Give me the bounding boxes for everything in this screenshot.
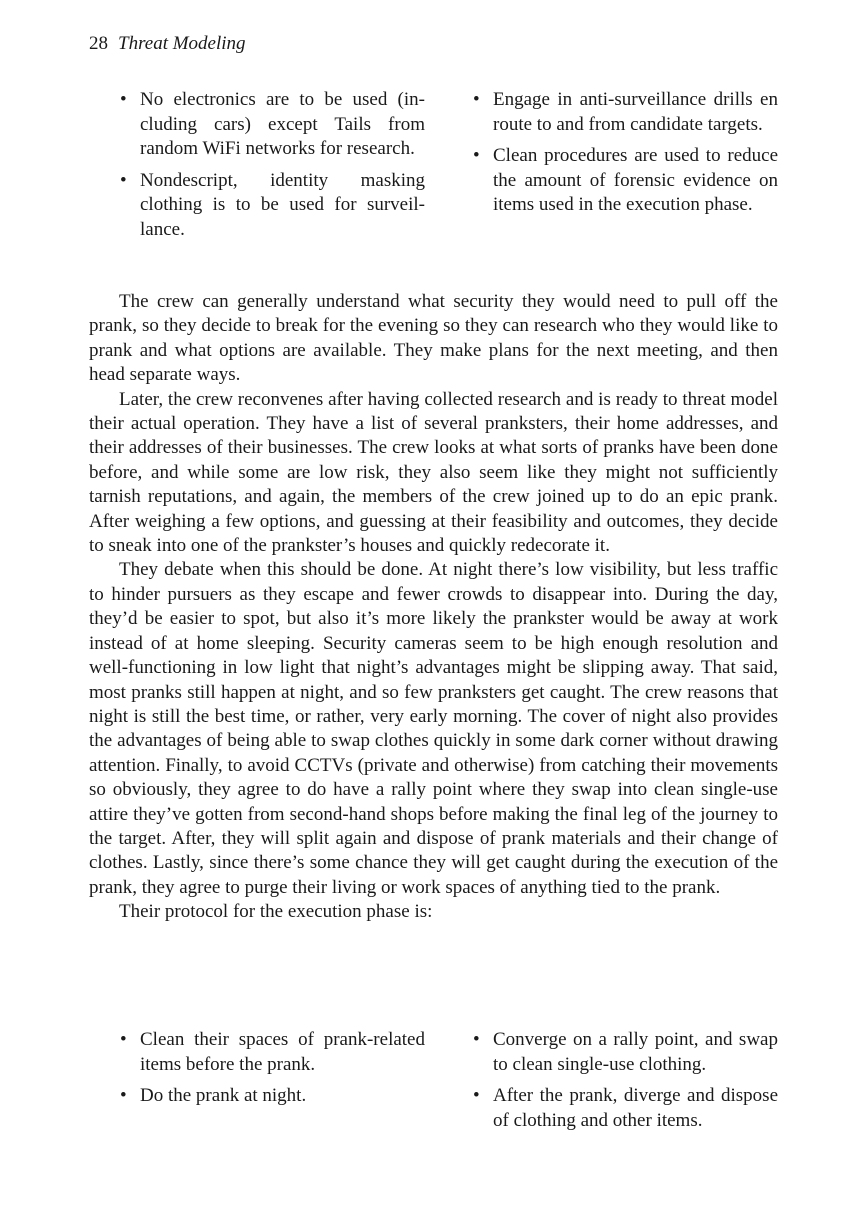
- list-item: • Do the prank at night.: [118, 1084, 425, 1109]
- list-item: • Nondescript, identity masking clothing is to be used for surveillance.: [118, 169, 425, 243]
- paragraph: They debate when this should be done. At night there’s low visibility, but less traffic to hinder pursuers as they escape and fewer crowds to disappear into. During the day, they’d be easier to spot, but also it’s more likely the prankster would be away at work instead of at home sleeping. Security cameras seem to be high enough resolution and well-functioning in low light that night’s advantages might be slipping away. That said, most pranks still happen at night, and so few pranksters get caught. The crew reasons that night is still the best time, or rather, very early morning. The cover of night also provides the advantages of being able to swap clothes quickly in some dark corner without drawing attention. Finally, to avoid CCTVs (private and otherwise) from catching their movements so obviously, they agree to do have a rally point where they swap into clean single-use attire they’ve gotten from second-hand shops before making the final leg of the journey to the target. After, they will split again and dispose of prank materials and their change of clothes. Lastly, since there’s some chance they will get caught during the execution of the prank, they agree to purge their living or work spaces of anything tied to the prank.: [89, 559, 778, 898]
- body-text: [89, 290, 778, 925]
- page-number: 28: [89, 33, 108, 54]
- chapter-title: Threat Modeling: [118, 33, 246, 54]
- paragraph: Their protocol for the execution phase is:: [119, 901, 433, 923]
- bullet-column-right: [471, 88, 778, 250]
- list-item: • Clean their spaces of prank-related items before the prank.: [118, 1028, 425, 1077]
- opsec-list-top: [118, 88, 778, 250]
- list-item: • Engage in anti-surveillance drills en route to and from candidate targets.: [471, 88, 778, 137]
- list-item: • Converge on a rally point, and swap to clean single-use clothing.: [471, 1028, 778, 1077]
- paragraph: The crew can generally understand what security they would need to pull off the prank, so they decide to break for the evening so they can research who they would like to prank and what options are available. They make plans for the next meeting, and then head separate ways.: [89, 291, 778, 386]
- bullet-column-left: [118, 1028, 425, 1140]
- running-head: [89, 31, 246, 57]
- paragraph: Later, the crew reconvenes after having collected research and is ready to threat model their actual operation. They have a list of several pranksters, their home addresses, and their addresses of their businesses. The crew looks at what sorts of pranks have been done before, and while some are low risk, they also seem like they might not sufficiently tarnish reputations, and again, the members of the crew joined up to do an epic prank. After weighing a few options, and guessing at their feasibility and outcomes, they decide to sneak into one of the prankster’s houses and quickly redecorate it.: [89, 388, 778, 557]
- list-item: • No electronics are to be used (including cars) except Tails from random WiFi networks for research.: [118, 88, 425, 162]
- list-item: • After the prank, diverge and dispose of clothing and other items.: [471, 1084, 778, 1133]
- list-item: • Clean procedures are used to reduce the amount of forensic evidence on items used in the execution phase.: [471, 144, 778, 218]
- bullet-column-right: [471, 1028, 778, 1140]
- execution-protocol-list: [118, 1028, 778, 1140]
- bullet-column-left: [118, 88, 425, 250]
